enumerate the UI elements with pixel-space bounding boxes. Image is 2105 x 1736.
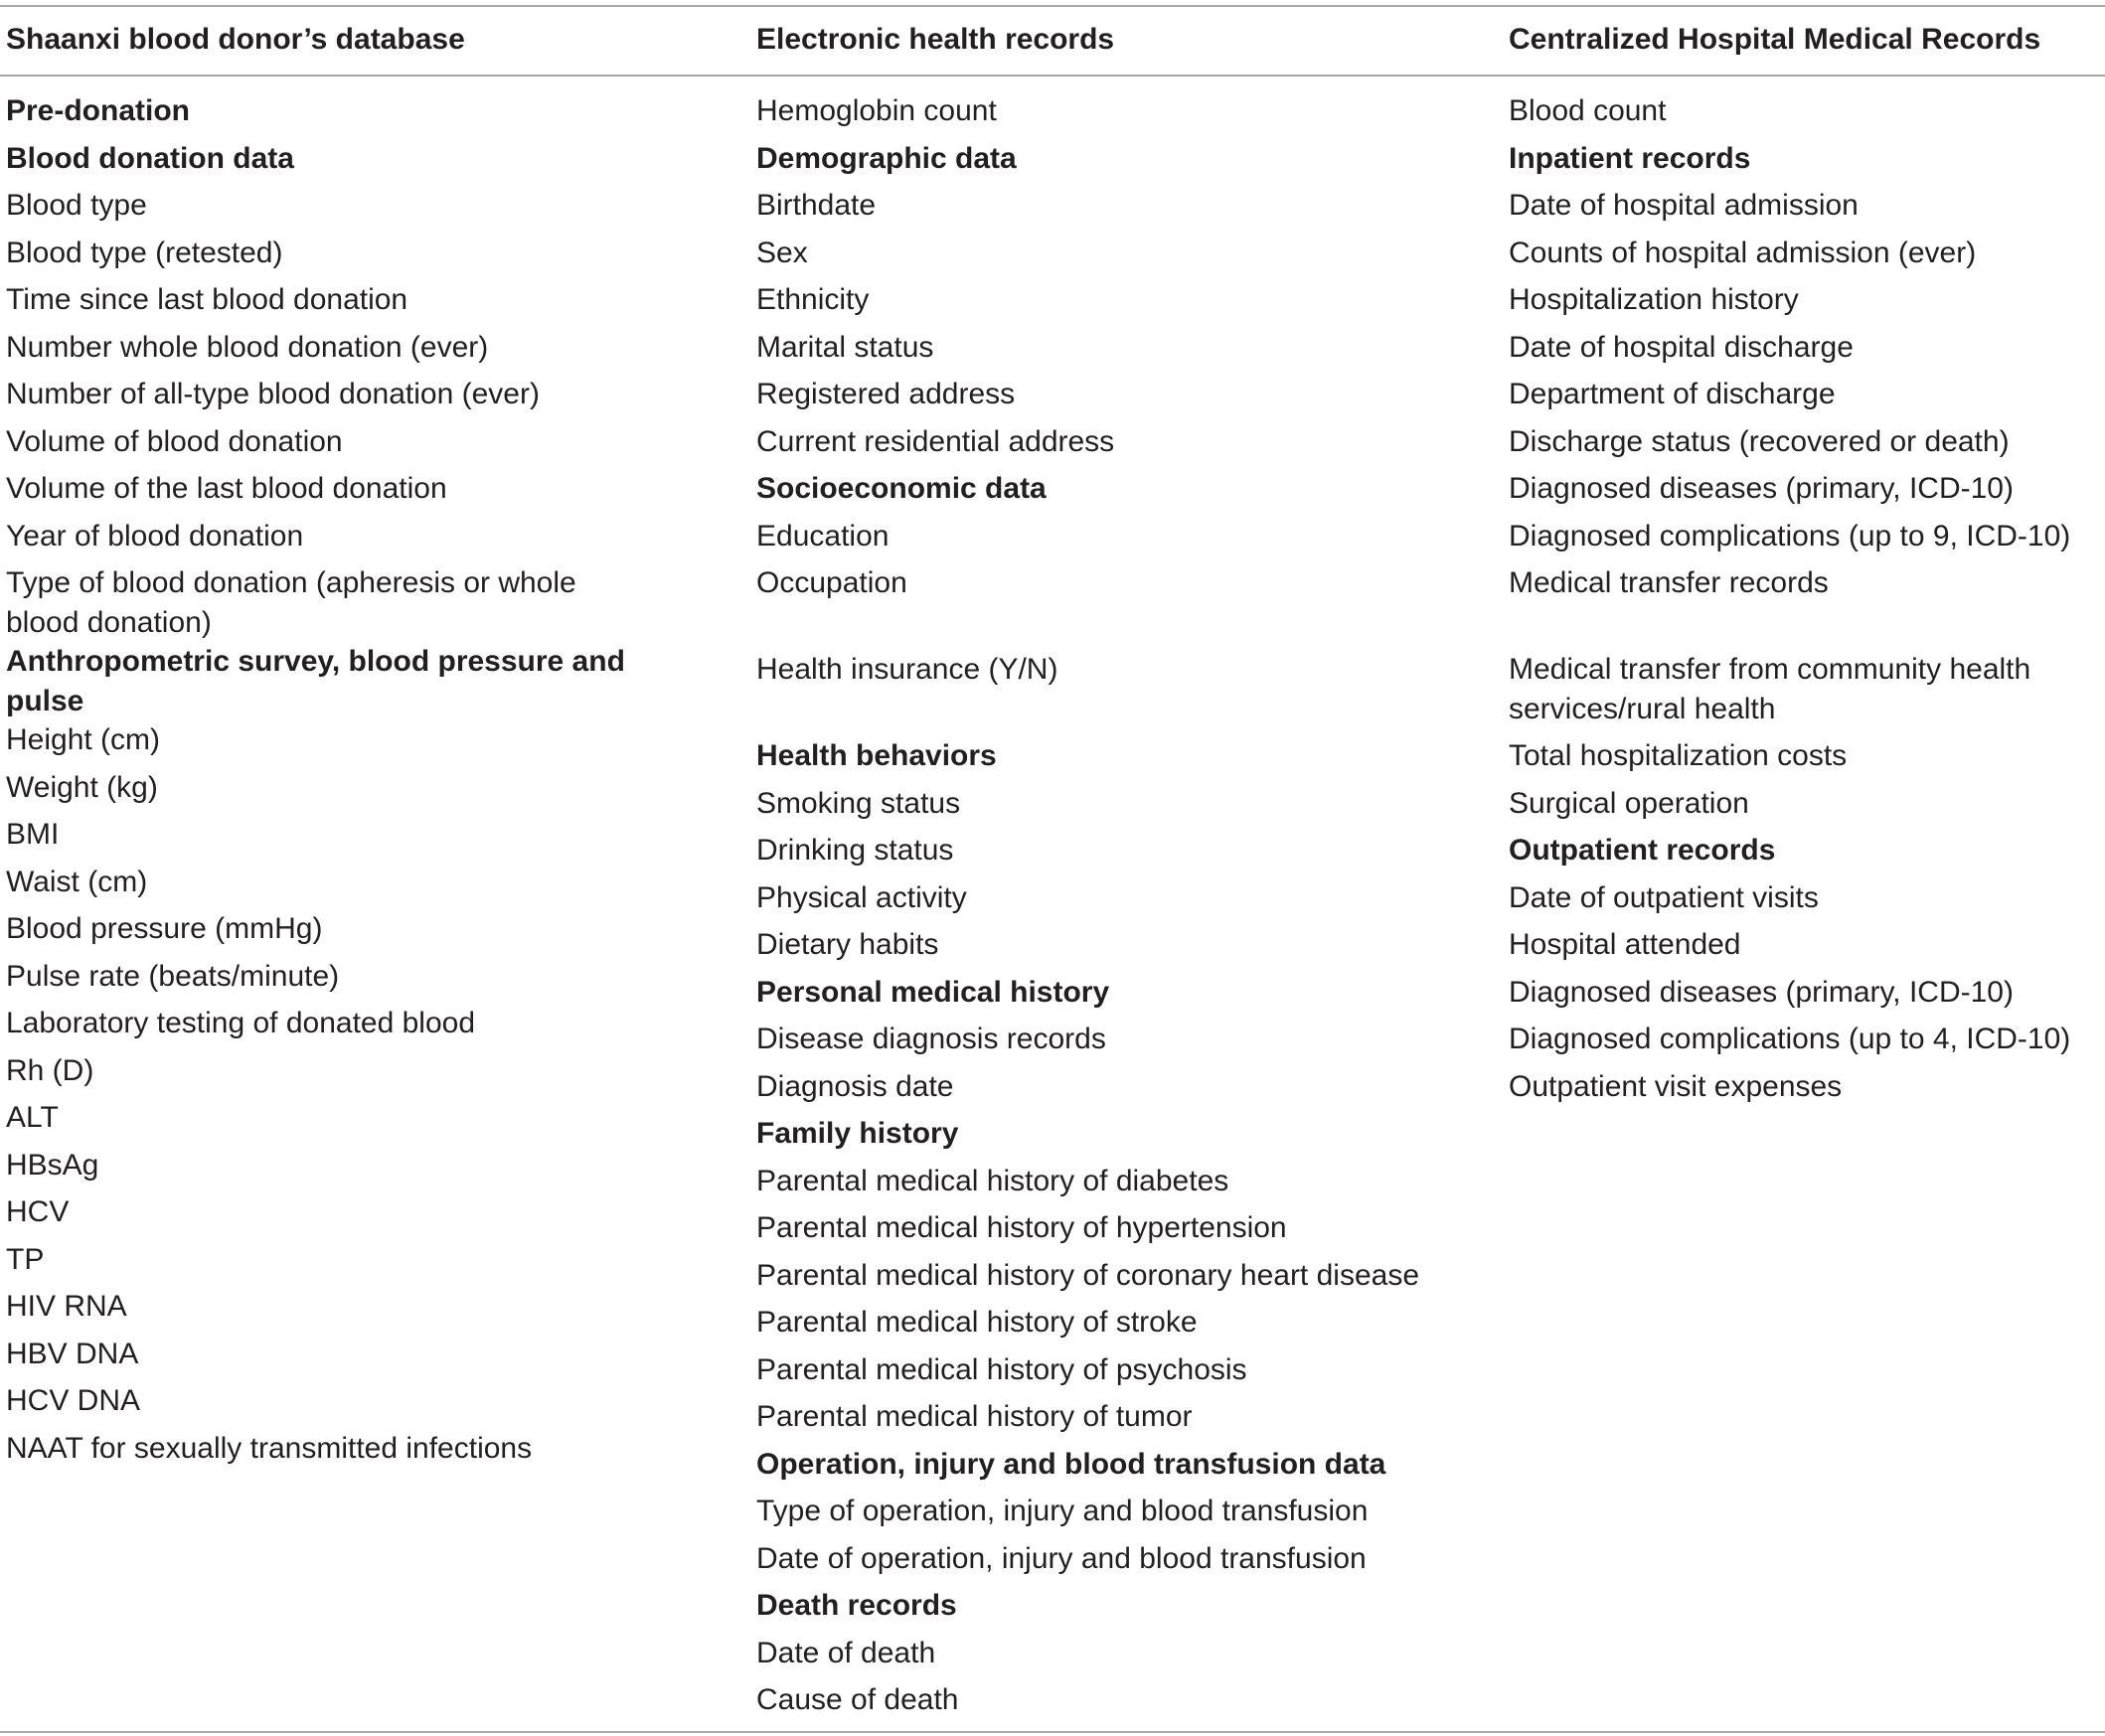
table-cell: Time since last blood donation [6, 283, 408, 316]
table-cell: Pulse rate (beats/minute) [6, 959, 340, 993]
table-cell: Dietary habits [756, 928, 939, 961]
table-cell: Blood type [6, 189, 147, 222]
table-cell: HBsAg [6, 1148, 99, 1182]
table-cell: Birthdate [756, 189, 877, 222]
table-cell: Parental medical history of diabetes [756, 1164, 1229, 1197]
table-cell: Total hospitalization costs [1509, 739, 1848, 772]
table-cell: Diagnosed complications (up to 4, ICD-10) [1509, 1023, 2071, 1055]
table-cell: Diagnosed complications (up to 9, ICD-10) [1509, 519, 2071, 552]
table-cell: Blood type (retested) [6, 236, 283, 269]
section-heading: Blood donation data [6, 141, 294, 175]
table-cell: Type of blood donation (apheresis or whole blood donation) [6, 566, 576, 639]
table-cell: Diagnosis date [756, 1069, 954, 1103]
table-cell: Discharge status (recovered or death) [1509, 424, 2010, 458]
table-cell: Ethnicity [756, 283, 870, 316]
section-heading: Death records [756, 1589, 957, 1622]
table-cell: Height (cm) [6, 723, 161, 756]
table-cell: Education [756, 519, 890, 552]
table-cell: Date of hospital admission [1509, 189, 1859, 222]
table-cell: Parental medical history of tumor [756, 1400, 1193, 1433]
column-header: Electronic health records [756, 23, 1115, 56]
table-cell: Laboratory testing of donated blood [6, 1007, 476, 1039]
column-header: Shaanxi blood donor’s database [6, 23, 465, 56]
table-top-rule [0, 5, 2105, 7]
table-bottom-rule [0, 1731, 2105, 1733]
table-cell: Number whole blood donation (ever) [6, 330, 489, 364]
table-cell: Drinking status [756, 834, 954, 867]
table-cell: HBV DNA [6, 1337, 139, 1370]
section-heading: Operation, injury and blood transfusion data [756, 1447, 1386, 1481]
table-cell: NAAT for sexually transmitted infections [6, 1431, 533, 1465]
table-cell: Medical transfer from community health services/rural health [1509, 653, 2031, 725]
table-cell: Blood pressure (mmHg) [6, 912, 323, 945]
table-cell: Marital status [756, 330, 934, 364]
section-heading: Personal medical history [756, 975, 1110, 1009]
table-cell: Parental medical history of coronary heart disease [756, 1258, 1420, 1292]
section-heading: Demographic data [756, 141, 1017, 175]
section-heading: Family history [756, 1117, 959, 1150]
table-cell: Outpatient visit expenses [1509, 1069, 1843, 1103]
table-cell: Blood count [1509, 94, 1667, 127]
table-cell: Cause of death [756, 1683, 959, 1716]
table-cell: BMI [6, 818, 60, 851]
table-cell: ALT [6, 1101, 59, 1134]
table-cell: Current residential address [756, 424, 1115, 458]
table-cell: Disease diagnosis records [756, 1023, 1106, 1055]
column-header: Centralized Hospital Medical Records [1509, 23, 2041, 56]
section-heading: Anthropometric survey, blood pressure and pulse [6, 645, 625, 717]
table-cell: HCV DNA [6, 1384, 141, 1417]
table-cell: Date of death [756, 1636, 936, 1669]
table-cell: Diagnosed diseases (primary, ICD-10) [1509, 975, 2014, 1009]
table-cell: Parental medical history of hypertension [756, 1211, 1287, 1244]
table-cell: Parental medical history of psychosis [756, 1352, 1247, 1386]
table-cell: Medical transfer records [1509, 566, 1829, 599]
table-cell: TP [6, 1242, 45, 1276]
table-cell: Weight (kg) [6, 770, 158, 804]
column-body [6, 91, 652, 1476]
column-body [1509, 91, 2100, 1114]
table-cell: Waist (cm) [6, 865, 148, 898]
section-heading: Inpatient records [1509, 141, 1751, 175]
section-heading: Pre-donation [6, 94, 190, 127]
table-cell: Hospitalization history [1509, 283, 1799, 316]
table-cell: Hospital attended [1509, 928, 1741, 961]
section-heading: Socioeconomic data [756, 472, 1047, 505]
table-cell: Rh (D) [6, 1053, 94, 1087]
table-cell: Department of discharge [1509, 378, 1836, 410]
table-cell: Registered address [756, 378, 1016, 410]
table-cell: Number of all-type blood donation (ever) [6, 378, 540, 410]
table-cell: Date of operation, injury and blood transfusion [756, 1541, 1367, 1575]
table-cell: Hemoglobin count [756, 94, 997, 127]
column-body [756, 91, 1452, 1728]
table-cell: Physical activity [756, 880, 967, 914]
table-cell: Occupation [756, 566, 907, 599]
table-header-rule [0, 75, 2105, 77]
table-cell: Diagnosed diseases (primary, ICD-10) [1509, 472, 2014, 505]
table-cell: Smoking status [756, 786, 961, 820]
table-cell: Date of outpatient visits [1509, 880, 1819, 914]
table-cell: Volume of blood donation [6, 424, 343, 458]
table-cell: HIV RNA [6, 1290, 127, 1323]
table-cell: Volume of the last blood donation [6, 472, 447, 505]
table-cell: Sex [756, 236, 808, 269]
section-heading: Health behaviors [756, 739, 997, 772]
table-cell: Date of hospital discharge [1509, 330, 1854, 364]
table-cell: Type of operation, injury and blood transfusion [756, 1495, 1369, 1527]
section-heading: Outpatient records [1509, 834, 1776, 867]
table-cell: Parental medical history of stroke [756, 1306, 1198, 1339]
table-cell: Health insurance (Y/N) [756, 653, 1058, 686]
table-cell: Counts of hospital admission (ever) [1509, 236, 1977, 269]
table-cell: HCV [6, 1195, 70, 1228]
table-cell: Surgical operation [1509, 786, 1749, 820]
table-cell: Year of blood donation [6, 519, 304, 552]
